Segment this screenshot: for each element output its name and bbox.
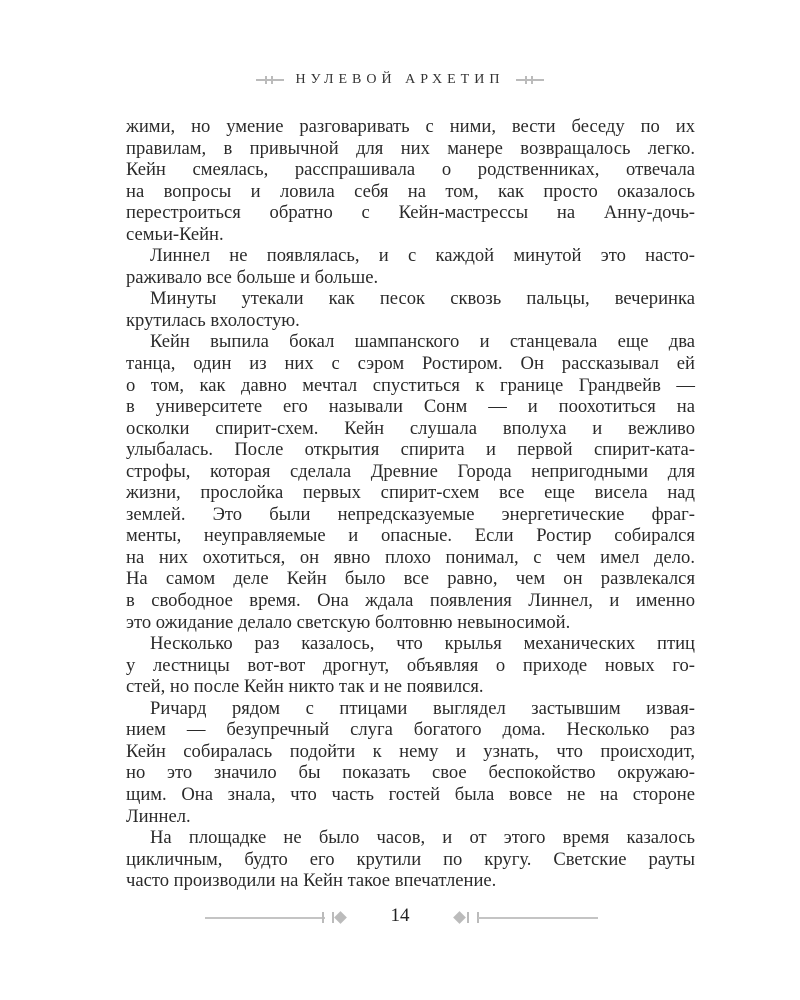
text-line: Кейн собиралась подойти к нему и узнать, что происходит,: [126, 740, 695, 762]
text-line: у лестницы вот-вот дрогнут, объявляя о приходе новых го-: [126, 654, 695, 676]
text-line: танца, один из них с сэром Ростиром. Он рассказывал ей: [126, 353, 695, 375]
text-line: в свободное время. Она ждала появления Линнел, и именно: [126, 590, 695, 612]
paragraph: [126, 245, 695, 288]
text-line: нием — безупречный слуга богатого дома. Несколько раз: [126, 719, 695, 741]
text-line: раживало все больше и больше.: [126, 266, 379, 288]
text-line: это ожидание делало светскую болтовню невыносимой.: [126, 611, 571, 633]
text-line: На самом деле Кейн было все равно, чем он развлекался: [126, 568, 695, 590]
text-line: на них охотиться, он явно плохо понимал, с чем имел дело.: [126, 546, 695, 568]
text-line: жими, но умение разговаривать с ними, вести беседу по их: [126, 116, 695, 137]
text-line: щим. Она знала, что часть гостей была вовсе не на стороне: [126, 783, 695, 805]
footer-ornament-right-icon: [467, 912, 469, 923]
ornament-left-icon: [256, 79, 284, 81]
text-line: крутилась вхолостую.: [126, 309, 300, 331]
text-line: Кейн смеялась, расспрашивала о родственниках, отвечала: [126, 159, 695, 181]
paragraph: [126, 633, 695, 698]
text-line: о том, как давно мечтал спуститься к границе Грандвейв —: [126, 374, 695, 396]
text-line: но это значило бы показать свое беспокойство окружаю-: [126, 762, 695, 784]
text-line: Линнел.: [126, 805, 191, 827]
text-line: перестроиться обратно с Кейн-мастрессы на Анну-дочь-: [126, 202, 695, 224]
text-line: Несколько раз казалось, что крылья механических птиц: [150, 633, 695, 655]
text-line: цикличным, будто его крутили по кругу. Светские рауты: [126, 848, 695, 870]
book-title: НУЛЕВОЙ АРХЕТИП: [295, 72, 505, 87]
text-line: Кейн выпила бокал шампанского и станцевала еще два: [150, 331, 695, 353]
running-header: [0, 72, 800, 88]
text-line: строфы, которая сделала Древние Города непригодными для: [126, 460, 695, 482]
text-line: Линнел не появлялась, и с каждой минутой это насто-: [150, 245, 695, 267]
footer-rule-right: [478, 917, 598, 919]
paragraph: [126, 698, 695, 827]
page-number: 14: [390, 905, 410, 926]
page-footer: [0, 903, 800, 933]
text-line: осколки спирит-схем. Кейн слушала вполуха и вежливо: [126, 417, 695, 439]
text-line: стей, но после Кейн никто так и не появился.: [126, 676, 484, 698]
paragraph: [126, 288, 695, 331]
paragraph: [126, 827, 695, 892]
text-line: в университете его называли Сонм — и поохотиться на: [126, 396, 695, 418]
text-line: правилам, в привычной для них манере возвращалось легко.: [126, 137, 695, 159]
text-line: Ричард рядом с птицами выглядел застывшим извая-: [150, 697, 695, 719]
text-line: часто производили на Кейн такое впечатление.: [126, 870, 497, 892]
text-line: Минуты утекали как песок сквозь пальцы, вечеринка: [150, 288, 695, 310]
text-line: менты, неуправляемые и опасные. Если Ростир собирался: [126, 525, 695, 547]
text-line: улыбалась. После открытия спирита и первой спирит-ката-: [126, 439, 695, 461]
ornament-right-icon: [516, 79, 544, 81]
text-line: землей. Это были непредсказуемые энергетические фраг-: [126, 503, 695, 525]
text-line: На площадке не было часов, и от этого время казалось: [150, 827, 695, 849]
text-line: семьи-Кейн.: [126, 223, 224, 245]
paragraph: [126, 331, 695, 633]
text-line: на вопросы и ловила себя на том, как просто оказалось: [126, 180, 695, 202]
text-line: жизни, прослойка первых спирит-схем все еще висела над: [126, 482, 695, 504]
body-text: [126, 116, 695, 892]
paragraph: [126, 116, 695, 245]
